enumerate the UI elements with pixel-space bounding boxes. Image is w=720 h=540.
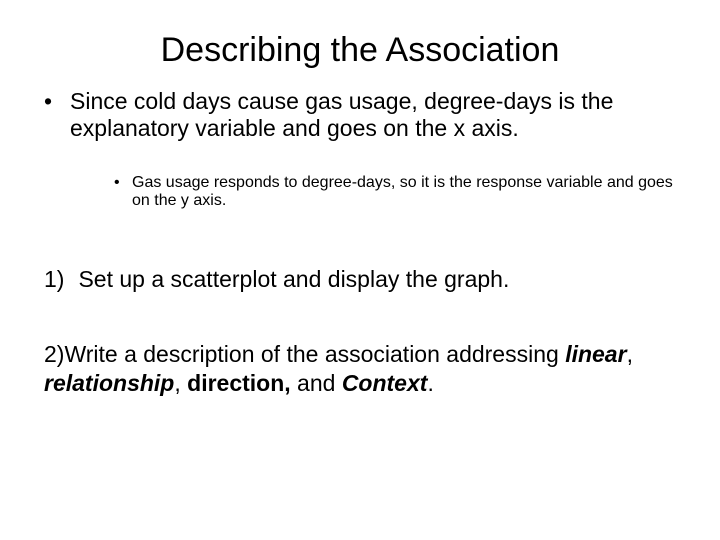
step-1-number: 1) [44,266,65,292]
step-2-end: . [427,370,434,396]
step-2 [44,340,694,398]
step-2-term-context: Context [341,370,428,396]
step-2-lead: 2)Write a description of the association addressing [44,341,559,367]
step-2-connector: and [297,370,336,396]
slide-title: Describing the Association [160,31,560,69]
bullet-text: Since cold days cause gas usage, degree-days is the explanatory variable and goes on the x axis. [70,88,614,141]
bullet-explanatory-variable [44,88,674,142]
bullet-marker: • [44,88,53,114]
sub-bullet-marker: • [114,174,120,191]
step-2-sep-2: , [174,370,181,396]
sub-bullet-text: Gas usage responds to degree-days, so it is the response variable and goes on the y axis. [132,174,673,209]
step-1 [44,266,684,293]
step-2-term-relationship: relationship [44,370,175,396]
step-2-term-linear: linear [565,341,627,367]
sub-bullet-response-variable [114,174,694,210]
step-2-term-direction: direction, [187,370,291,396]
step-2-sep-1: , [626,341,633,367]
step-1-text: Set up a scatterplot and display the graph. [78,266,510,292]
